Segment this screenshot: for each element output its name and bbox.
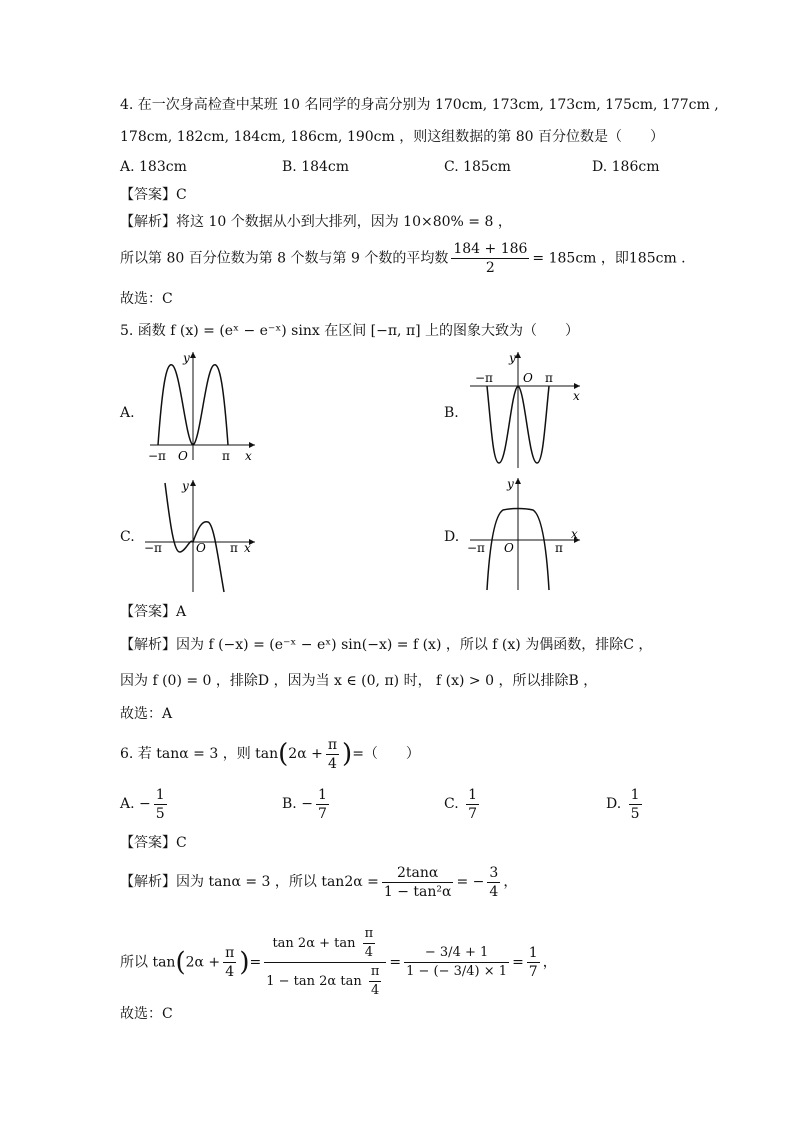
q4-conclusion: 故选：C [120, 291, 173, 307]
svg-text:O: O [178, 449, 188, 463]
q4-analysis-line2 [120, 240, 686, 277]
graph-a [140, 350, 260, 465]
q6-stem-text: 6. 若 tanα = 3 ，则 tan [120, 746, 279, 762]
svg-text:−π: −π [144, 541, 162, 555]
q6-option-a: A. − $\frac{1}{5}$ [120, 786, 165, 822]
q4-analysis-text: 所以第 80 百分位数为第 8 个数与第 9 个数的平均数 [120, 250, 449, 267]
q6-option-b: B. − $\frac{1}{7}$ [282, 786, 327, 822]
q4-option-b: B. 184cm [282, 159, 350, 175]
q6-substitution: $\frac{- 3/4 + 1}{1 - (- 3/4) \times 1}$ [406, 945, 508, 979]
q5-option-d-label: D. [444, 529, 460, 545]
q6-option-d: D. $\frac{1}{5}$ [606, 786, 640, 822]
q6-tan-sum-formula: tan 2α + tan $\frac{\pi}{4}$ 1 − tan 2α tan $\frac{\pi}{4}$ [264, 925, 386, 1000]
svg-text:π: π [555, 541, 563, 555]
graph-d [465, 476, 585, 594]
q5-analysis-line2: 因为 f (0) = 0 ，排除D ，因为当 x ∈ (0, π) 时， f (x) > 0 ，所以排除B ， [120, 673, 598, 689]
svg-text:π: π [545, 371, 553, 385]
svg-text:−π: −π [148, 449, 166, 463]
q4-answer: 【答案】C [120, 187, 187, 203]
q6-analysis-line1: 【解析】因为 tanα = 3 ，所以 tan2α = $\frac{2\tan\alpha}{\text{1 − tan²α}}$ = − $\frac{3}{4}$ ， [120, 864, 518, 900]
svg-text:y: y [509, 351, 516, 365]
q5-option-b-label: B. [444, 405, 459, 421]
q4-average-fraction: $\frac{184 + 186}{2}$ [453, 241, 528, 276]
svg-text:y: y [182, 479, 189, 493]
svg-text:x: x [571, 527, 578, 541]
q4-stem-line2: 178cm, 182cm, 184cm, 186cm, 190cm ，则这组数据的第 80 百分位数是（ ） [120, 129, 664, 145]
q4-stem-line1: 4. 在一次身高检查中某班 10 名同学的身高分别为 170cm, 173cm, 173cm, 175cm, 177cm , [120, 97, 719, 113]
q4-option-c: C. 185cm [444, 159, 511, 175]
q5-option-c-label: C. [120, 529, 135, 545]
q4-analysis-result: = 185cm ，即185cm . [532, 250, 686, 267]
q4-analysis-line1: 【解析】将这 10 个数据从小到大排列，因为 10×80% = 8 ， [120, 214, 512, 230]
q4-option-d: D. 186cm [592, 159, 660, 175]
q6-conclusion: 故选：C [120, 1006, 173, 1022]
svg-text:O: O [504, 541, 514, 555]
graph-b [465, 350, 585, 470]
svg-text:y: y [183, 351, 190, 365]
svg-text:π: π [230, 541, 238, 555]
q5-analysis-line1: 【解析】因为 f (−x) = (e⁻ˣ − eˣ) sin(−x) = f (x) ，所以 f (x) 为偶函数，排除C ， [120, 637, 653, 653]
q4-option-a: A. 183cm [120, 159, 187, 175]
q5-answer: 【答案】A [120, 604, 187, 620]
svg-text:π: π [222, 449, 230, 463]
q5-conclusion: 故选：A [120, 706, 173, 722]
q6-stem: 6. 若 tanα = 3 ，则 tan(2α + $\frac{\pi}{4}$ )=（ ） [120, 736, 420, 772]
svg-text:O: O [196, 541, 206, 555]
svg-text:−π: −π [475, 371, 493, 385]
q6-stem-inner: 2α + [288, 746, 323, 762]
q5-option-a-label: A. [120, 405, 135, 421]
q6-stem-end: =（ ） [352, 746, 420, 762]
q6-analysis-line2: 所以 tan(2α + $\frac{\pi}{4}$ )= tan 2α + tan $\frac{\pi}{4}$ 1 − tan 2α tan $\frac{\pi}{4}$ = $\frac{- 3/4 + 1}{1 - (- 3/4) \times 1}$ = $\frac{1}{7}$ ， [120, 926, 557, 998]
svg-text:O: O [523, 371, 533, 385]
q6-answer: 【答案】C [120, 835, 187, 851]
graph-c [140, 478, 260, 596]
q6-option-c: C. $\frac{1}{7}$ [444, 786, 478, 822]
svg-text:y: y [507, 477, 514, 491]
q5-stem: 5. 函数 f (x) = (eˣ − e⁻ˣ) sinx 在区间 [−π, π] 上的图象大致为（ ） [120, 323, 580, 339]
svg-text:x: x [245, 449, 252, 463]
q6-pi-over-4: $\frac{\pi}{4}$ [327, 736, 338, 772]
svg-text:x: x [573, 389, 580, 403]
svg-text:−π: −π [467, 541, 485, 555]
svg-text:x: x [244, 541, 251, 555]
